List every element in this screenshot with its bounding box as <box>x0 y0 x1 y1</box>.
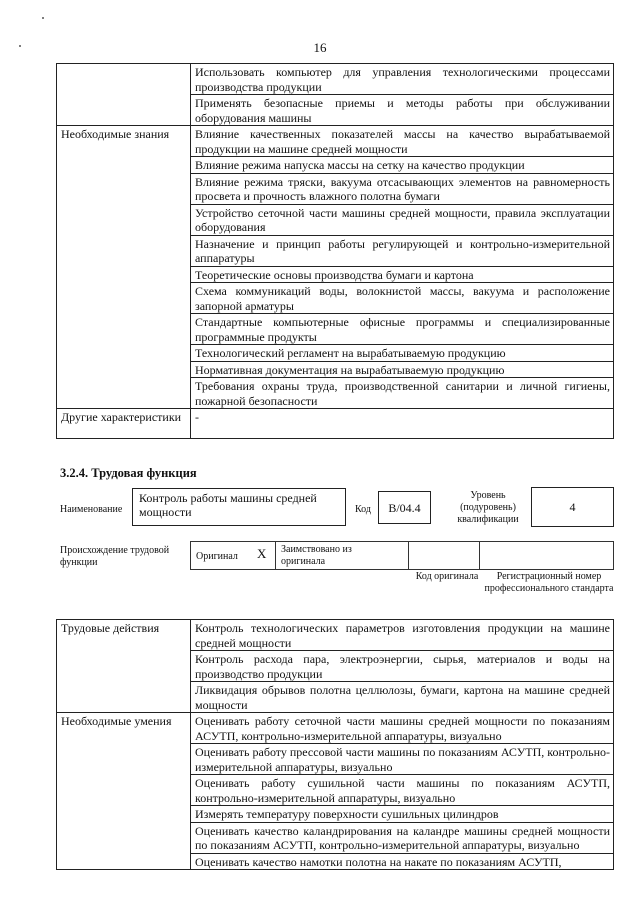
table-cell: Схема коммуникаций воды, волокнистой массы, вакуума и расположение запорной арматуры <box>191 283 614 314</box>
table-cell: Оценивать работу сушильной части машины по показаниям АСУТП, контрольно-измерительной аппаратуры, визуально <box>191 775 614 806</box>
table-cell: Контроль расхода пара, электроэнергии, сырья, материалов и воды на производство продукции <box>191 651 614 682</box>
row-label: Необходимые знания <box>57 126 191 409</box>
table-cell: Измерять температуру поверхности сушильных цилиндров <box>191 806 614 823</box>
table-cell: Контроль технологических параметров изготовления продукции на машине средней мощности <box>191 620 614 651</box>
table-cell: Технологический регламент на вырабатываемую продукцию <box>191 345 614 362</box>
table-row <box>57 713 614 744</box>
function-name-box <box>132 488 346 526</box>
table-cell: Оценивать качество намотки полотна на накате по показаниям АСУТП, <box>191 853 614 870</box>
table-cell: Требования охраны труда, производственной санитарии и личной гигиены, пожарной безопасности <box>191 378 614 409</box>
code-label: Код <box>355 504 371 515</box>
level-label: Уровень (подуровень) квалификации <box>457 490 519 525</box>
section-title: 3.2.4. Трудовая функция <box>60 466 197 480</box>
original-label: Оригинал <box>196 551 238 562</box>
table-cell: Оценивать качество каландрирования на каландре машины средней мощности по показаниям АСУТП, контрольно-измерительной аппаратуры, визуально <box>191 822 614 853</box>
origin-label: Происхождение трудовой функции <box>60 545 170 568</box>
divider <box>275 542 276 569</box>
origin-boxes <box>190 541 614 570</box>
function-name: Контроль работы машины средней мощности <box>139 491 317 519</box>
row-label: Другие характеристики <box>57 409 191 439</box>
table-cell: Оценивать работу сеточной части машины средней мощности по показаниям АСУТП, контрольно-измерительной аппаратуры, визуально <box>191 713 614 744</box>
table-cell: Оценивать работу прессовой части машины по показаниям АСУТП, контрольно-измерительной аппаратуры, визуально <box>191 744 614 775</box>
row-label: Необходимые умения <box>57 713 191 870</box>
table-row <box>57 620 614 651</box>
code-box <box>378 491 431 524</box>
table-cell: Влияние режима напуска массы на сетку на качество продукции <box>191 157 614 174</box>
table-cell: Теоретические основы производства бумаги и картона <box>191 266 614 283</box>
scan-speck <box>42 17 44 19</box>
table-cell: Стандартные компьютерные офисные программы и специализированные программные продукты <box>191 314 614 345</box>
table-cell: - <box>191 409 614 439</box>
level-value: 4 <box>569 500 576 514</box>
table-cell: Нормативная документация на вырабатываемую продукцию <box>191 361 614 378</box>
divider <box>408 542 409 569</box>
original-mark: X <box>257 546 267 561</box>
actions-table <box>56 619 614 870</box>
name-label: Наименование <box>60 504 123 515</box>
table-row <box>57 64 614 95</box>
level-box <box>531 487 614 527</box>
row-label <box>57 64 191 126</box>
table-cell: Влияние режима тряски, вакуума отсасывающих элементов на равномерность просвета и прочность влажного полотна бумаги <box>191 173 614 204</box>
row-label: Трудовые действия <box>57 620 191 713</box>
borrowed-label: Заимствовано из оригинала <box>281 544 352 567</box>
reg-caption: Регистрационный номер профессионального стандарта <box>484 571 614 594</box>
table-cell: Влияние качественных показателей массы на качество вырабатываемой продукции на машине средней мощности <box>191 126 614 157</box>
page-number: 16 <box>313 40 327 55</box>
table-cell: Ликвидация обрывов полотна целлюлозы, бумаги, картона на машине средней мощности <box>191 682 614 713</box>
divider <box>479 542 480 569</box>
code-value: В/04.4 <box>388 500 421 515</box>
table-cell: Назначение и принцип работы регулирующей и контрольно-измерительной аппаратуры <box>191 235 614 266</box>
table-cell: Устройство сеточной части машины средней мощности, правила эксплуатации оборудования <box>191 204 614 235</box>
knowledge-table <box>56 63 614 439</box>
table-row <box>57 126 614 157</box>
code-caption: Код оригинала <box>415 571 479 582</box>
table-row <box>57 409 614 439</box>
table-cell: Использовать компьютер для управления технологическими процессами производства продукции <box>191 64 614 95</box>
table-cell: Применять безопасные приемы и методы работы при обслуживании оборудования машины <box>191 95 614 126</box>
